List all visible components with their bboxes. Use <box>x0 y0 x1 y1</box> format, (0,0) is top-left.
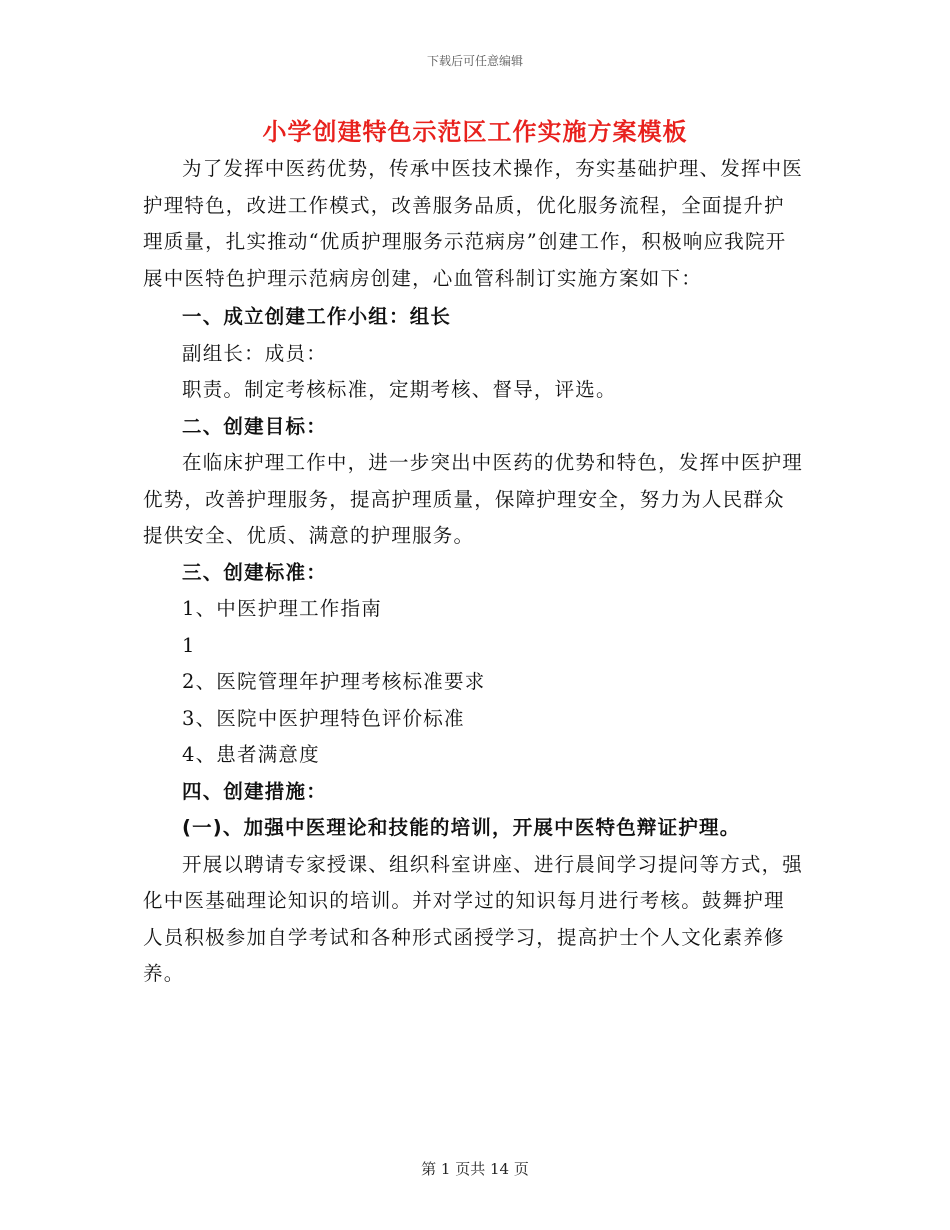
duty-line: 职责。制定考核标准，定期考核、督导，评选。 <box>182 378 617 401</box>
measure-paragraph: 开展以聘请专家授课、组织科室讲座、进行晨间学习提问等方式，强化中医基础理论知识的培训。并对学过的知识每月进行考核。鼓舞护理人员积极参加自学考试和各种形式函授学习，提高护士个人文化素养修养。 <box>143 852 804 985</box>
section-heading-3: 三、创建标准： <box>182 560 327 584</box>
standard-item-2: 2、医院管理年护理考核标准要求 <box>182 670 486 693</box>
goal-paragraph: 在临床护理工作中，进一步突出中医药的优势和特色，发挥中医护理优势，改善护理服务，提高护理质量，保障护理安全，努力为人民群众提供安全、优质、满意的护理服务。 <box>143 451 804 547</box>
document-body <box>143 151 803 993</box>
intro-paragraph: 为了发挥中医药优势，传承中医技术操作，夯实基础护理、发挥中医护理特色，改进工作模式，改善服务品质，优化服务流程，全面提升护理质量，扎实推动“优质护理服务示范病房”创建工作，积极响应我院开展中医特色护理示范病房创建，心血管科制订实施方案如下： <box>143 157 804 290</box>
subsection-heading-4-1: (一)、加强中医理论和技能的培训，开展中医特色辩证护理。 <box>182 816 741 839</box>
section-heading-1: 一、成立创建工作小组：组长 <box>182 305 452 328</box>
page-number-footer: 第 1 页共 14 页 <box>421 1160 529 1178</box>
section-heading-4: 四、创建措施： <box>182 779 327 803</box>
deputy-line: 副组长：成员： <box>182 341 327 365</box>
standard-item-3: 3、医院中医护理特色评价标准 <box>182 706 465 730</box>
standard-item-4: 4、患者满意度 <box>182 743 320 766</box>
page-header-note: 下载后可任意编辑 <box>426 54 523 68</box>
standard-item-1-fragment: 1 <box>182 633 196 657</box>
standard-item-1: 1、中医护理工作指南 <box>182 597 382 620</box>
section-heading-2: 二、创建目标： <box>182 414 327 438</box>
document-title: 小学创建特色示范区工作实施方案模板 <box>262 118 688 146</box>
